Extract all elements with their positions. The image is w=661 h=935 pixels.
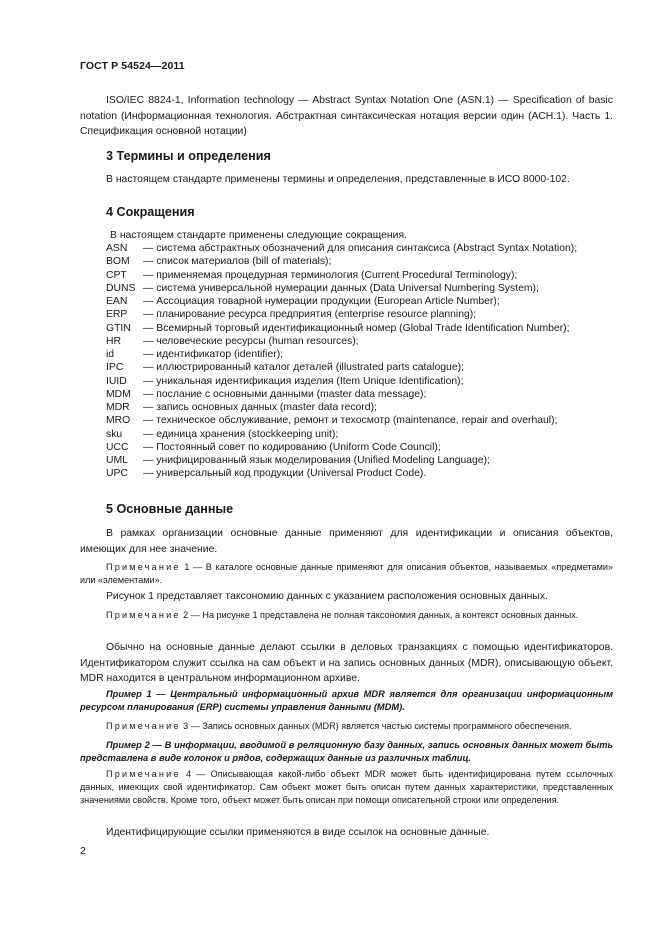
- section-5-title: 5 Основные данные: [106, 502, 234, 516]
- abbreviation-text: — иллюстрированный каталог деталей (illustrated parts catalogue);: [143, 362, 464, 374]
- abbreviation-text: — универсальный код продукции (Universal Product Code).: [143, 468, 427, 480]
- abbreviation-row: [106, 308, 577, 321]
- abbreviation-text: — система абстрактных обозначений для описания синтаксиса (Abstract Syntax Notation);: [143, 243, 578, 254]
- section-5-paragraph-3: Обычно на основные данные делают ссылки в деловых транзакциях с помощью идентификаторов. Идентификатором служит ссылка на сам объект и на запись основных данных (MDR), описывающую объект. MDR находится в центральном информационном архиве.: [80, 642, 613, 684]
- abbreviation-row: [106, 414, 577, 427]
- note-2: [80, 609, 613, 622]
- abbreviation-code: MDR: [106, 402, 130, 413]
- abbreviation-row: [106, 388, 577, 401]
- abbreviation-text: — список материалов (bill of materials);: [143, 256, 332, 268]
- note-3: [80, 720, 613, 733]
- section-3-title: 3 Термины и определения: [106, 149, 271, 163]
- note-text: 4 — Описывающая какой-либо объект MDR может быть идентифицирована путем ссылочных данных, имеющих свой идентификатор. Сам объект может быть описан путем данных характеристики, представленных значениями свойств. Кроме того, объект может быть описан при помощи описательной строки или определения.: [80, 769, 613, 805]
- abbreviation-code: DUNS: [106, 282, 136, 294]
- note-label: Примечание: [106, 610, 181, 620]
- abbreviation-row: [106, 295, 577, 308]
- intro-reference-paragraph: ISO/IEC 8824-1, Information technology — Abstract Syntax Notation One (ASN.1) — Specification of basic notation (Информационная технология. Абстрактная синтаксическая нотация версии один (АСН.1). Часть 1. Спецификация основной нотации): [80, 95, 613, 137]
- note-text: 1 — В каталоге основные данные применяют для описания объектов, называемых «предметами» или «элементами».: [80, 562, 613, 585]
- abbreviation-code: ERP: [106, 309, 128, 321]
- abbreviation-row: [106, 441, 577, 454]
- example-2: [80, 739, 613, 765]
- note-label: Примечание: [106, 562, 181, 572]
- abbreviation-text: — идентификатор (identifier);: [143, 349, 284, 360]
- abbreviation-text: — запись основных данных (master data record);: [143, 402, 377, 413]
- abbreviation-list: [106, 242, 577, 481]
- abbreviation-row: [106, 255, 577, 268]
- abbreviation-row: [106, 269, 577, 282]
- abbreviation-text: — единица хранения (stockkeeping unit);: [143, 428, 339, 440]
- example-text: Пример 2 — В информации, вводимой в реляционную базу данных, запись основных данных может быть представлена в виде колонок и рядов, содержащих данные из различных таблиц.: [80, 740, 613, 763]
- abbreviation-code: MDM: [106, 388, 131, 400]
- abbreviation-text: — послание с основными данными (master data message);: [143, 388, 427, 400]
- section-4-intro: В настоящем стандарте применены следующие сокращения.: [110, 230, 407, 241]
- note-1: [80, 561, 613, 587]
- abbreviation-text: — Постоянный совет по кодированию (Uniform Code Council);: [143, 441, 441, 453]
- abbreviation-row: [106, 242, 577, 255]
- abbreviation-text: — планирование ресурса предприятия (enterprise resource planning);: [143, 309, 477, 321]
- abbreviation-text: — человеческие ресурсы (human resources);: [143, 335, 359, 347]
- abbreviation-text: — система универсальной нумерации данных (Data Universal Numbering System);: [143, 282, 539, 294]
- abbreviation-row: [106, 454, 577, 467]
- section-3-text: В настоящем стандарте применены термины и определения, представленные в ИСО 8000-102.: [106, 174, 570, 185]
- section-5-paragraph-2: Рисунок 1 представляет таксономию данных с указанием расположения основных данных.: [106, 591, 548, 602]
- abbreviation-row: [106, 428, 577, 441]
- abbreviation-code: sku: [106, 428, 123, 440]
- abbreviation-code: BOM: [106, 256, 130, 268]
- abbreviation-text: — Ассоциация товарной нумерации продукции (European Article Number);: [143, 296, 500, 307]
- abbreviation-code: id: [106, 349, 115, 360]
- abbreviation-code: ASN: [106, 243, 128, 254]
- abbreviation-code: CPT: [106, 269, 127, 281]
- abbreviation-code: GTIN: [106, 322, 131, 334]
- abbreviation-row: [106, 335, 577, 348]
- abbreviation-text: — унифицированный язык моделирования (Unified Modeling Language);: [143, 455, 490, 466]
- note-text: 3 — Запись основных данных (MDR) является частью системы программного обеспечения.: [183, 721, 572, 731]
- note-text: 2 — На рисунке 1 представлена не полная таксономия данных, а контекст основных данных.: [183, 610, 579, 620]
- section-5-paragraph-4: Идентифицирующие ссылки применяются в виде ссылок на основные данные.: [106, 827, 490, 838]
- abbreviation-row: [106, 361, 577, 374]
- abbreviation-code: IPC: [106, 362, 124, 374]
- abbreviation-row: [106, 401, 577, 414]
- example-text: Пример 1 — Центральный информационный архив MDR является для организации информационным ресурсом планирования (ERP) системы управления данными (MDM).: [80, 689, 613, 712]
- abbreviation-text: — уникальная идентификация изделия (Item Unique Identification);: [143, 375, 464, 387]
- abbreviation-code: IUID: [106, 375, 127, 387]
- abbreviation-row: [106, 375, 577, 388]
- abbreviation-code: MRO: [106, 415, 131, 427]
- note-4: [80, 768, 613, 807]
- page-number: 2: [80, 845, 86, 857]
- section-5-paragraph-1: В рамках организации основные данные применяют для идентификации и описания объектов, имеющих для нее значение.: [80, 528, 613, 555]
- abbreviation-text: — применяемая процедурная терминология (Current Procedural Terminology);: [143, 269, 518, 281]
- abbreviation-code: HR: [106, 335, 122, 347]
- abbreviation-code: UCC: [106, 441, 129, 453]
- document-header: ГОСТ Р 54524—2011: [80, 60, 185, 72]
- abbreviation-code: EAN: [106, 296, 128, 307]
- note-label: Примечание: [106, 769, 181, 779]
- abbreviation-code: UML: [106, 455, 128, 466]
- abbreviation-row: [106, 282, 577, 295]
- abbreviation-code: UPC: [106, 468, 128, 480]
- abbreviation-row: [106, 322, 577, 335]
- abbreviation-row: [106, 467, 577, 480]
- abbreviation-row: [106, 348, 577, 361]
- section-4-title: 4 Сокращения: [106, 205, 195, 219]
- example-1: [80, 688, 613, 714]
- abbreviation-text: — техническое обслуживание, ремонт и техосмотр (maintenance, repair and overhaul);: [143, 415, 558, 427]
- abbreviation-text: — Всемирный торговый идентификационный номер (Global Trade Identification Number);: [143, 322, 570, 334]
- note-label: Примечание: [106, 721, 181, 731]
